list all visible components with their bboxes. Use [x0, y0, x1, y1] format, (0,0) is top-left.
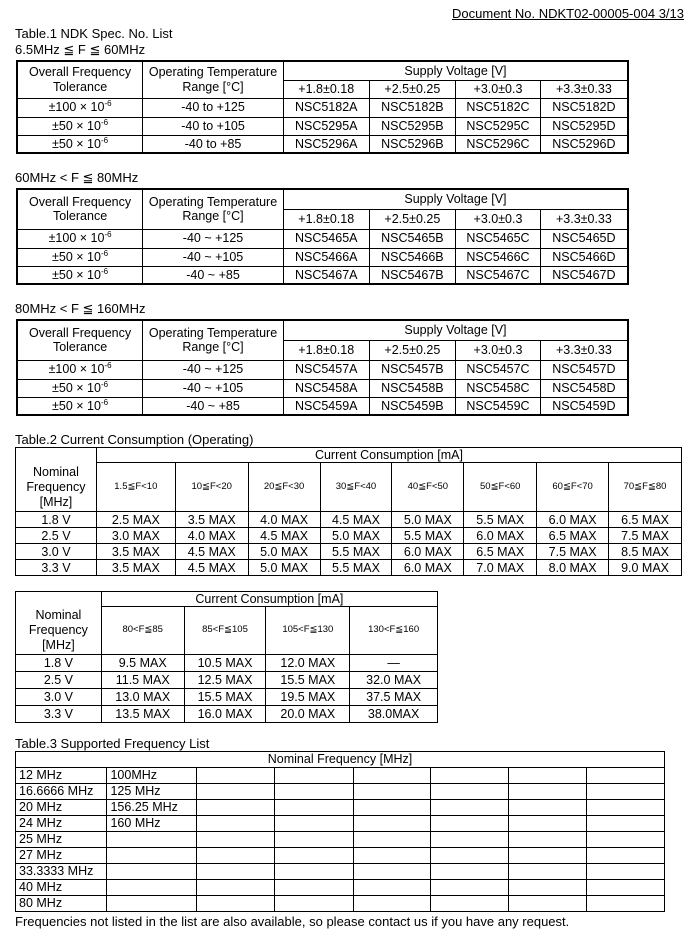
spec-cell: NSC5465A	[283, 229, 369, 248]
freq-cell: 125 MHz	[107, 784, 197, 800]
value-cell: 4.0 MAX	[248, 512, 320, 528]
section1-range: 6.5MHz ≦ F ≦ 60MHz	[15, 42, 146, 57]
freq-cell: 33.3333 MHz	[16, 864, 107, 880]
table-row	[17, 229, 628, 248]
value-cell: 11.5 MAX	[101, 672, 184, 689]
table-row	[16, 544, 682, 560]
spec-cell: NSC5465C	[456, 229, 541, 248]
value-cell: 3.5 MAX	[175, 512, 248, 528]
spec-cell: NSC5459B	[369, 397, 456, 415]
tolerance-cell: $\pm 100 \times 10^{-6}$	[17, 360, 143, 379]
current-table-b	[15, 591, 438, 723]
freq-cell	[197, 896, 275, 912]
freq-cell	[431, 816, 509, 832]
table2-title: Table.2 Current Consumption (Operating)	[15, 432, 254, 447]
spec-cell: NSC5182A	[283, 98, 369, 117]
spec-table-3	[16, 319, 629, 416]
freq-cell	[509, 800, 587, 816]
spec-cell: NSC5295B	[369, 117, 456, 135]
value-cell: 4.5 MAX	[175, 560, 248, 576]
freq-cell	[353, 896, 431, 912]
value-cell: 5.5 MAX	[320, 544, 392, 560]
table-row	[16, 896, 665, 912]
voltage-cell: 1.8 V	[16, 512, 97, 528]
value-cell: 19.5 MAX	[266, 689, 350, 706]
freq-cell	[509, 896, 587, 912]
spec-cell: NSC5467B	[369, 266, 456, 284]
range-col: 70≦F≦80	[609, 463, 682, 512]
freq-cell	[431, 800, 509, 816]
table3-title: Table.3 Supported Frequency List	[15, 736, 210, 751]
spec-cell: NSC5296C	[456, 135, 541, 153]
freq-cell	[587, 816, 665, 832]
table-row	[16, 560, 682, 576]
spec-cell: NSC5182B	[369, 98, 456, 117]
freq-cell: 20 MHz	[16, 800, 107, 816]
value-cell: 37.5 MAX	[350, 689, 438, 706]
freq-cell	[274, 880, 353, 896]
value-cell: 3.5 MAX	[96, 560, 175, 576]
range-col: 20≦F<30	[248, 463, 320, 512]
table-row	[17, 360, 628, 379]
freq-cell: 100MHz	[107, 768, 197, 784]
freq-cell	[107, 832, 197, 848]
freq-cell	[587, 784, 665, 800]
freq-cell	[431, 896, 509, 912]
table-row	[16, 880, 665, 896]
voltage-col: +3.3±0.33	[540, 209, 628, 229]
freq-cell	[197, 784, 275, 800]
voltage-col: +3.3±0.33	[540, 340, 628, 360]
header-temperature: Operating Temperature Range [°C]	[143, 320, 284, 360]
spec-cell: NSC5465B	[369, 229, 456, 248]
voltage-col: +2.5±0.25	[369, 80, 456, 98]
value-cell: 5.5 MAX	[320, 560, 392, 576]
temp-cell: -40 ~ +105	[143, 248, 284, 266]
tolerance-cell: $\pm 50 \times 10^{-6}$	[17, 117, 143, 135]
tolerance-cell: $\pm 50 \times 10^{-6}$	[17, 248, 143, 266]
value-cell: 2.5 MAX	[96, 512, 175, 528]
freq-cell: 156.25 MHz	[107, 800, 197, 816]
header-nominal-frequency: Nominal Frequency [MHz]	[16, 752, 665, 768]
table-row	[16, 689, 438, 706]
value-cell: 5.5 MAX	[464, 512, 537, 528]
spec-cell: NSC5459A	[283, 397, 369, 415]
freq-cell	[197, 880, 275, 896]
spec-table-1	[16, 60, 629, 154]
value-cell: 8.0 MAX	[537, 560, 609, 576]
temp-cell: -40 to +125	[143, 98, 284, 117]
freq-cell	[587, 832, 665, 848]
voltage-col: +1.8±0.18	[283, 80, 369, 98]
freq-cell	[587, 768, 665, 784]
voltage-col: +1.8±0.18	[283, 209, 369, 229]
freq-cell	[197, 832, 275, 848]
table-row	[16, 784, 665, 800]
freq-cell	[353, 800, 431, 816]
voltage-cell: 3.3 V	[16, 560, 97, 576]
freq-cell	[353, 880, 431, 896]
value-cell: 12.0 MAX	[266, 655, 350, 672]
freq-cell	[274, 800, 353, 816]
value-cell: 16.0 MAX	[184, 706, 266, 723]
range-col: 80<F≦85	[101, 607, 184, 655]
voltage-col: +3.0±0.3	[456, 340, 541, 360]
freq-cell	[274, 816, 353, 832]
value-cell: 3.0 MAX	[96, 528, 175, 544]
spec-cell: NSC5466D	[540, 248, 628, 266]
value-cell: 6.5 MAX	[464, 544, 537, 560]
range-col: 40≦F<50	[392, 463, 464, 512]
voltage-col: +3.0±0.3	[456, 80, 541, 98]
spec-cell: NSC5296A	[283, 135, 369, 153]
voltage-cell: 3.3 V	[16, 706, 102, 723]
freq-cell	[197, 864, 275, 880]
freq-cell: 25 MHz	[16, 832, 107, 848]
spec-cell: NSC5457B	[369, 360, 456, 379]
spec-cell: NSC5295A	[283, 117, 369, 135]
table-row	[16, 672, 438, 689]
freq-cell: 12 MHz	[16, 768, 107, 784]
voltage-cell: 1.8 V	[16, 655, 102, 672]
freq-cell	[353, 848, 431, 864]
range-col: 1.5≦F<10	[96, 463, 175, 512]
freq-cell	[509, 768, 587, 784]
temp-cell: -40 to +105	[143, 117, 284, 135]
spec-cell: NSC5466C	[456, 248, 541, 266]
freq-cell	[274, 784, 353, 800]
voltage-cell: 2.5 V	[16, 528, 97, 544]
table-row	[17, 117, 628, 135]
value-cell: 4.5 MAX	[175, 544, 248, 560]
freq-cell	[509, 864, 587, 880]
freq-cell	[197, 800, 275, 816]
freq-cell	[431, 880, 509, 896]
spec-cell: NSC5296D	[540, 135, 628, 153]
value-cell: 5.0 MAX	[248, 544, 320, 560]
value-cell: 32.0 MAX	[350, 672, 438, 689]
voltage-cell: 3.0 V	[16, 544, 97, 560]
document-number: Document No. NDKT02-00005-004 3/13	[452, 6, 684, 21]
temp-cell: -40 ~ +105	[143, 379, 284, 397]
temp-cell: -40 ~ +85	[143, 397, 284, 415]
freq-cell	[431, 848, 509, 864]
value-cell: 38.0MAX	[350, 706, 438, 723]
freq-cell: 160 MHz	[107, 816, 197, 832]
current-table-a	[15, 447, 682, 576]
value-cell: 6.5 MAX	[609, 512, 682, 528]
table-row	[16, 706, 438, 723]
freq-cell	[274, 864, 353, 880]
temp-cell: -40 ~ +85	[143, 266, 284, 284]
temp-cell: -40 ~ +125	[143, 229, 284, 248]
freq-cell	[107, 896, 197, 912]
voltage-col: +3.3±0.33	[540, 80, 628, 98]
table-row	[16, 512, 682, 528]
value-cell: 8.5 MAX	[609, 544, 682, 560]
value-cell: 6.0 MAX	[392, 544, 464, 560]
header-tolerance: Overall Frequency Tolerance	[17, 189, 143, 229]
freq-cell	[509, 784, 587, 800]
range-col: 50≦F<60	[464, 463, 537, 512]
header-nominal-frequency: Nominal Frequency [MHz]	[16, 607, 102, 655]
value-cell: ―	[350, 655, 438, 672]
spec-cell: NSC5466A	[283, 248, 369, 266]
table-row	[16, 528, 682, 544]
range-col: 85<F≦105	[184, 607, 266, 655]
range-col: 105<F≦130	[266, 607, 350, 655]
spec-cell: NSC5458D	[540, 379, 628, 397]
header-nominal-frequency: Nominal Frequency [MHz]	[16, 463, 97, 512]
value-cell: 7.0 MAX	[464, 560, 537, 576]
value-cell: 5.0 MAX	[320, 528, 392, 544]
value-cell: 6.0 MAX	[392, 560, 464, 576]
table1-title: Table.1 NDK Spec. No. List	[15, 26, 173, 41]
freq-cell	[431, 768, 509, 784]
voltage-col: +1.8±0.18	[283, 340, 369, 360]
spec-cell: NSC5458A	[283, 379, 369, 397]
spec-cell: NSC5459D	[540, 397, 628, 415]
freq-cell	[587, 880, 665, 896]
frequency-table	[15, 751, 665, 912]
tolerance-cell: $\pm 50 \times 10^{-6}$	[17, 266, 143, 284]
table-row	[16, 768, 665, 784]
range-col: 60≦F<70	[537, 463, 609, 512]
value-cell: 12.5 MAX	[184, 672, 266, 689]
value-cell: 15.5 MAX	[266, 672, 350, 689]
table-row	[17, 248, 628, 266]
section3-range: 80MHz < F ≦ 160MHz	[15, 301, 146, 316]
temp-cell: -40 ~ +125	[143, 360, 284, 379]
spec-cell: NSC5457C	[456, 360, 541, 379]
temp-cell: -40 to +85	[143, 135, 284, 153]
spec-cell: NSC5457A	[283, 360, 369, 379]
value-cell: 13.5 MAX	[101, 706, 184, 723]
freq-cell	[107, 864, 197, 880]
freq-cell	[353, 816, 431, 832]
table-row	[17, 266, 628, 284]
freq-cell	[107, 880, 197, 896]
range-col: 130<F≦160	[350, 607, 438, 655]
freq-cell	[107, 848, 197, 864]
freq-cell	[587, 800, 665, 816]
freq-cell	[587, 864, 665, 880]
freq-cell	[431, 784, 509, 800]
voltage-cell: 2.5 V	[16, 672, 102, 689]
tolerance-cell: $\pm 50 \times 10^{-6}$	[17, 135, 143, 153]
freq-cell: 24 MHz	[16, 816, 107, 832]
value-cell: 7.5 MAX	[537, 544, 609, 560]
table-row	[16, 864, 665, 880]
table-row	[16, 800, 665, 816]
value-cell: 9.0 MAX	[609, 560, 682, 576]
value-cell: 4.5 MAX	[320, 512, 392, 528]
table-row	[17, 379, 628, 397]
value-cell: 13.0 MAX	[101, 689, 184, 706]
freq-cell	[353, 864, 431, 880]
freq-cell	[274, 832, 353, 848]
freq-cell	[509, 832, 587, 848]
spec-cell: NSC5459C	[456, 397, 541, 415]
freq-cell	[587, 896, 665, 912]
value-cell: 20.0 MAX	[266, 706, 350, 723]
freq-cell	[509, 880, 587, 896]
spec-cell: NSC5457D	[540, 360, 628, 379]
tolerance-cell: $\pm 100 \times 10^{-6}$	[17, 229, 143, 248]
freq-cell: 40 MHz	[16, 880, 107, 896]
header-current-consumption: Current Consumption [mA]	[101, 592, 437, 607]
header-current-consumption: Current Consumption [mA]	[96, 448, 681, 463]
spec-cell: NSC5467D	[540, 266, 628, 284]
value-cell: 9.5 MAX	[101, 655, 184, 672]
freq-cell	[353, 768, 431, 784]
freq-cell	[197, 816, 275, 832]
spec-cell: NSC5467C	[456, 266, 541, 284]
spec-cell: NSC5467A	[283, 266, 369, 284]
value-cell: 5.0 MAX	[392, 512, 464, 528]
voltage-col: +2.5±0.25	[369, 340, 456, 360]
spec-cell: NSC5296B	[369, 135, 456, 153]
header-supply-voltage: Supply Voltage [V]	[283, 61, 628, 80]
value-cell: 5.0 MAX	[248, 560, 320, 576]
value-cell: 4.0 MAX	[175, 528, 248, 544]
freq-cell	[587, 848, 665, 864]
freq-cell	[431, 864, 509, 880]
value-cell: 6.0 MAX	[464, 528, 537, 544]
spec-table-2	[16, 188, 629, 285]
footnote: Frequencies not listed in the list are also available, so please contact us if you have any request.	[15, 914, 570, 929]
value-cell: 5.5 MAX	[392, 528, 464, 544]
spec-cell: NSC5295C	[456, 117, 541, 135]
value-cell: 15.5 MAX	[184, 689, 266, 706]
tolerance-cell: $\pm 50 \times 10^{-6}$	[17, 397, 143, 415]
value-cell: 6.0 MAX	[537, 512, 609, 528]
spec-cell: NSC5182D	[540, 98, 628, 117]
freq-cell	[197, 768, 275, 784]
freq-cell	[274, 768, 353, 784]
spec-cell: NSC5465D	[540, 229, 628, 248]
freq-cell	[274, 896, 353, 912]
value-cell: 4.5 MAX	[248, 528, 320, 544]
table-row	[17, 135, 628, 153]
header-tolerance: Overall Frequency Tolerance	[17, 320, 143, 360]
freq-cell	[274, 848, 353, 864]
spec-cell: NSC5466B	[369, 248, 456, 266]
table-row	[16, 848, 665, 864]
freq-cell	[197, 848, 275, 864]
voltage-cell: 3.0 V	[16, 689, 102, 706]
freq-cell: 27 MHz	[16, 848, 107, 864]
voltage-col: +2.5±0.25	[369, 209, 456, 229]
freq-cell: 16.6666 MHz	[16, 784, 107, 800]
freq-cell	[509, 848, 587, 864]
spec-cell: NSC5458B	[369, 379, 456, 397]
spec-cell: NSC5295D	[540, 117, 628, 135]
header-temperature: Operating Temperature Range [°C]	[143, 61, 284, 98]
voltage-col: +3.0±0.3	[456, 209, 541, 229]
freq-cell	[509, 816, 587, 832]
value-cell: 10.5 MAX	[184, 655, 266, 672]
table-row	[17, 397, 628, 415]
header-temperature: Operating Temperature Range [°C]	[143, 189, 284, 229]
table-row	[17, 98, 628, 117]
value-cell: 7.5 MAX	[609, 528, 682, 544]
section2-range: 60MHz < F ≦ 80MHz	[15, 170, 139, 185]
range-col: 30≦F<40	[320, 463, 392, 512]
header-supply-voltage: Supply Voltage [V]	[283, 189, 628, 209]
freq-cell	[353, 784, 431, 800]
freq-cell	[431, 832, 509, 848]
table-row	[16, 655, 438, 672]
header-tolerance: Overall Frequency Tolerance	[17, 61, 143, 98]
value-cell: 3.5 MAX	[96, 544, 175, 560]
freq-cell: 80 MHz	[16, 896, 107, 912]
tolerance-cell: $\pm 100 \times 10^{-6}$	[17, 98, 143, 117]
header-supply-voltage: Supply Voltage [V]	[283, 320, 628, 340]
freq-cell	[353, 832, 431, 848]
tolerance-cell: $\pm 50 \times 10^{-6}$	[17, 379, 143, 397]
table-row	[16, 832, 665, 848]
value-cell: 6.5 MAX	[537, 528, 609, 544]
spec-cell: NSC5458C	[456, 379, 541, 397]
spec-cell: NSC5182C	[456, 98, 541, 117]
table-row	[16, 816, 665, 832]
range-col: 10≦F<20	[175, 463, 248, 512]
